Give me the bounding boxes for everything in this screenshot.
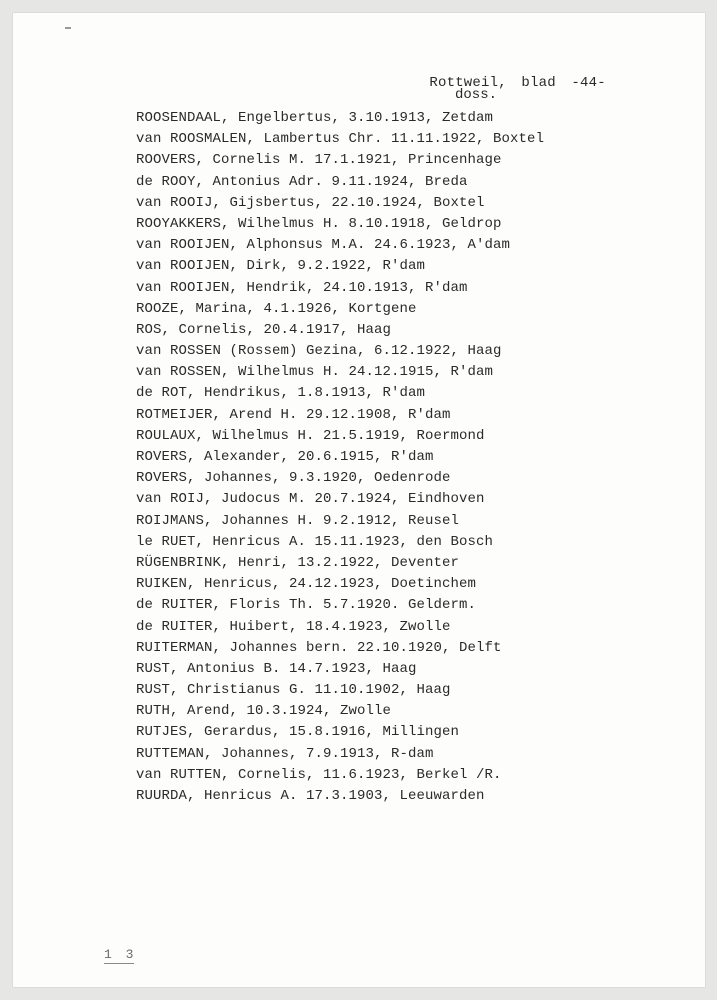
list-item: van ROSSEN (Rossem) Gezina, 6.12.1922, Haag (136, 343, 502, 360)
list-item: ROOYAKKERS, Wilhelmus H. 8.10.1918, Geldrop (136, 215, 502, 232)
document-page (13, 13, 705, 987)
list-item: de ROT, Hendrikus, 1.8.1913, R'dam (136, 385, 426, 402)
list-item: ROOSENDAAL, Engelbertus, 3.10.1913, Zetdam (136, 110, 494, 126)
list-item: ROULAUX, Wilhelmus H. 21.5.1919, Roermond (136, 427, 485, 444)
list-item: ROOVERS, Cornelis M. 17.1.1921, Princenhage (136, 152, 502, 169)
list-item: ROVERS, Johannes, 9.3.1920, Oedenrode (136, 470, 451, 487)
list-item: van ROOIJEN, Hendrik, 24.10.1913, R'dam (136, 279, 468, 296)
list-item: van ROIJ, Judocus M. 20.7.1924, Eindhoven (136, 491, 485, 508)
list-item: RUTJES, Gerardus, 15.8.1916, Millingen (136, 724, 460, 741)
list-item: ROOZE, Marina, 4.1.1926, Kortgene (136, 300, 417, 317)
list-item: RUST, Christianus G. 11.10.1902, Haag (136, 682, 451, 699)
list-item: van ROOSMALEN, Lambertus Chr. 11.11.1922, Boxtel (136, 131, 545, 148)
list-item: ROS, Cornelis, 20.4.1917, Haag (136, 321, 392, 338)
list-item: RUTH, Arend, 10.3.1924, Zwolle (136, 703, 392, 720)
list-item: de RUITER, Floris Th. 5.7.1920. Gelderm. (136, 597, 477, 614)
list-item: RUST, Antonius B. 14.7.1923, Haag (136, 660, 417, 677)
page-number-mark: 1 3 (104, 947, 137, 962)
list-item: le RUET, Henricus A. 15.11.1923, den Bosch (136, 533, 494, 550)
list-item: RUITERMAN, Johannes bern. 22.10.1920, Delft (136, 639, 502, 656)
list-item: van ROOIJEN, Alphonsus M.A. 24.6.1923, A'dam (136, 237, 511, 254)
name-list (136, 108, 544, 807)
list-item: de RUITER, Huibert, 18.4.1923, Zwolle (136, 618, 451, 635)
list-item: de ROOY, Antonius Adr. 9.11.1924, Breda (136, 173, 468, 190)
list-item: van ROOIJ, Gijsbertus, 22.10.1924, Boxtel (136, 194, 485, 211)
list-item: van ROOIJEN, Dirk, 9.2.1922, R'dam (136, 258, 426, 275)
header-blad-label: blad (521, 75, 556, 91)
list-item: RUTTEMAN, Johannes, 7.9.1913, R-dam (136, 745, 434, 762)
corner-mark (65, 27, 71, 29)
doss-label: doss. (455, 87, 498, 103)
header-place: Rottweil, (429, 75, 507, 91)
list-item: ROTMEIJER, Arend H. 29.12.1908, R'dam (136, 406, 451, 423)
list-item: RUIKEN, Henricus, 24.12.1923, Doetinchem (136, 576, 477, 593)
list-item: van RUTTEN, Cornelis, 11.6.1923, Berkel /R. (136, 766, 502, 783)
page-header (395, 59, 606, 107)
list-item: ROVERS, Alexander, 20.6.1915, R'dam (136, 449, 434, 465)
list-item: RUURDA, Henricus A. 17.3.1903, Leeuwarden (136, 788, 485, 804)
header-blad-number: -44- (571, 75, 606, 91)
list-item: ROIJMANS, Johannes H. 9.2.1912, Reusel (136, 512, 460, 529)
list-item: van ROSSEN, Wilhelmus H. 24.12.1915, R'dam (136, 364, 494, 381)
list-item: RÜGENBRINK, Henri, 13.2.1922, Deventer (136, 554, 460, 571)
